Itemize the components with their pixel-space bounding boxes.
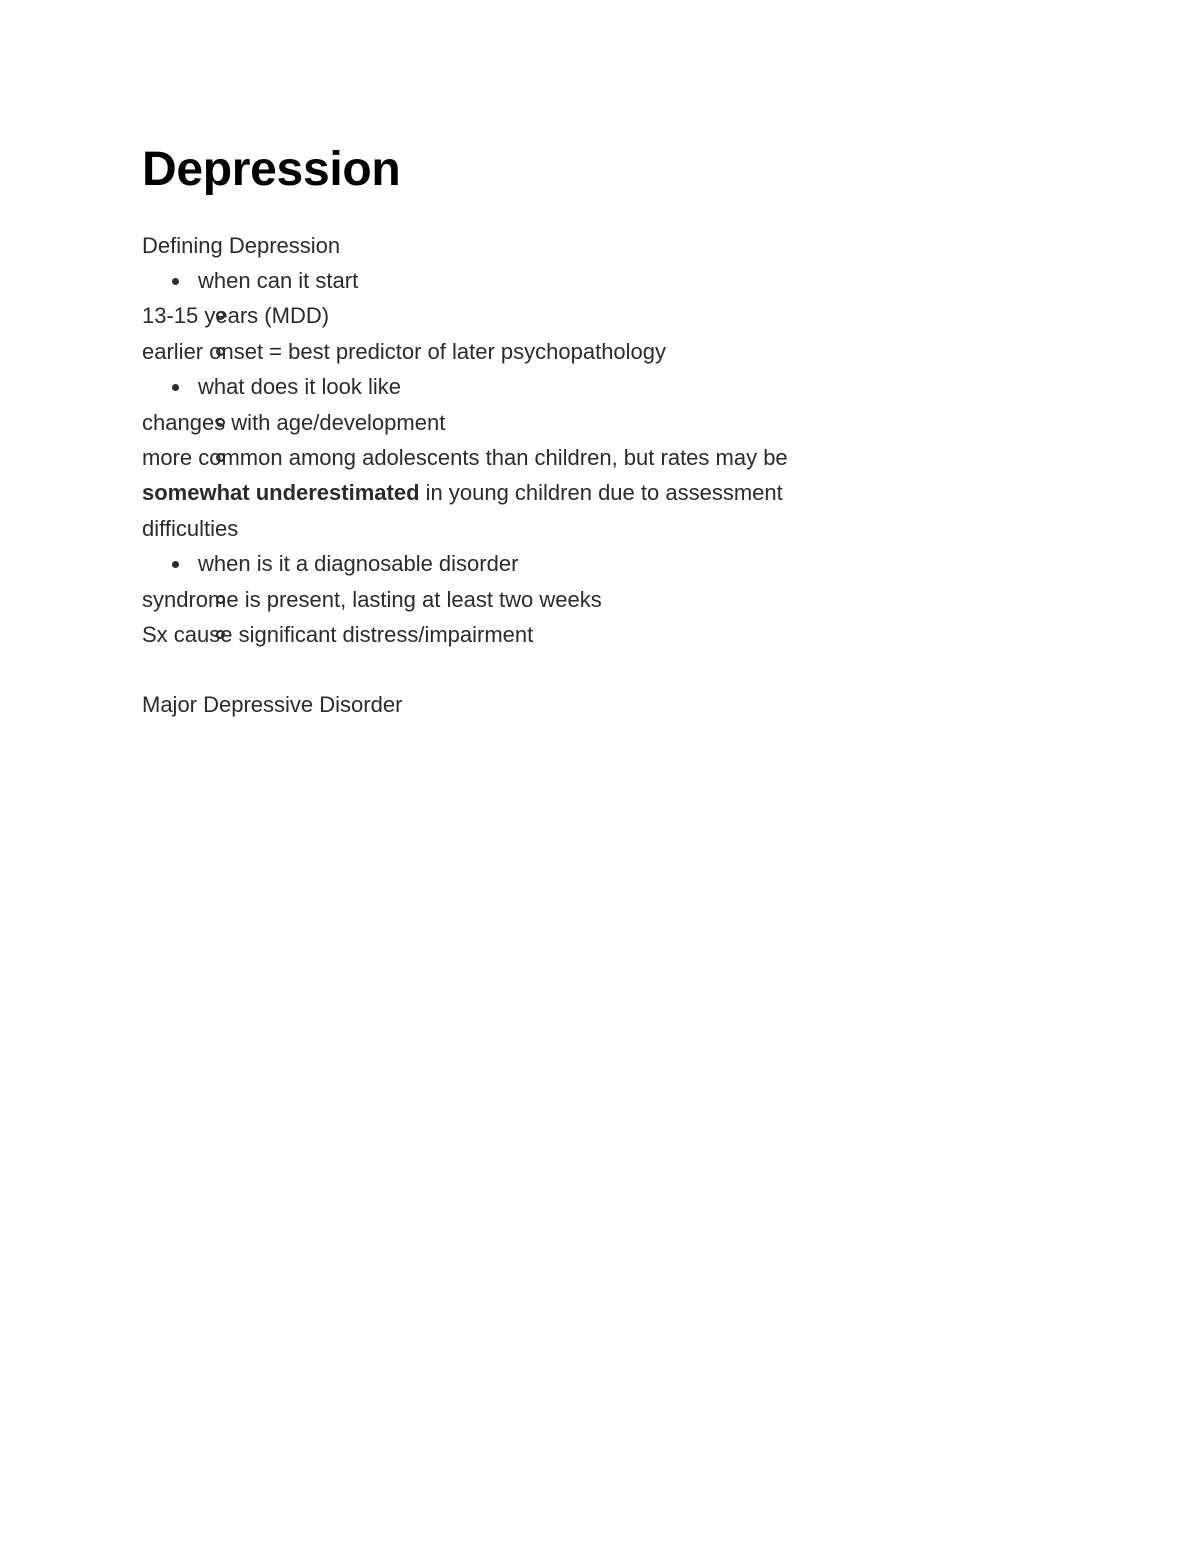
- bullet-icon: [172, 561, 179, 568]
- sub-list-item: [142, 334, 862, 369]
- list-item-text: when can it start: [198, 268, 359, 293]
- sub-list-item-text: earlier onset = best predictor of later psychopathology: [142, 338, 667, 364]
- list-item-row: [142, 546, 982, 581]
- sub-list-item: [142, 298, 862, 333]
- list-item: [142, 263, 982, 369]
- list-item: [142, 546, 982, 652]
- sub-list-item-text: Sx cause significant distress/impairment: [142, 622, 534, 648]
- sub-list-item-text: changes with age/development: [142, 409, 446, 435]
- sub-list-item: [142, 405, 862, 440]
- list-item-text: what does it look like: [198, 374, 401, 400]
- sub-list-item-text-before: more common among adolescents than children, but rates may be: [142, 445, 788, 471]
- sub-list-item: [142, 440, 862, 546]
- list-item-text: when is it a diagnosable disorder: [198, 551, 519, 577]
- bold-emphasis-text: somewhat underestimated: [142, 480, 420, 506]
- list-item-row: [142, 369, 982, 404]
- sub-list-item-text: syndrome is present, lasting at least two weeks: [142, 586, 602, 612]
- hollow-bullet-icon: [216, 453, 225, 462]
- bullet-icon: [172, 384, 179, 391]
- bullet-icon: [172, 278, 179, 285]
- sub-bullet-list: [142, 405, 982, 547]
- sub-bullet-list: [142, 298, 982, 369]
- page-title: Depression: [142, 143, 401, 196]
- sub-bullet-list: [142, 582, 982, 653]
- sub-list-item-text-after: in young children due to assessment difficulties: [142, 480, 783, 541]
- hollow-bullet-icon: [216, 630, 225, 639]
- sub-list-item: [142, 617, 862, 652]
- section-heading-major-depressive-disorder: Major Depressive Disorder: [142, 692, 403, 717]
- sub-list-item: [142, 582, 862, 617]
- bullet-list: [142, 263, 982, 652]
- hollow-bullet-icon: [216, 347, 225, 356]
- hollow-bullet-icon: [216, 418, 225, 427]
- hollow-bullet-icon: [216, 595, 225, 604]
- list-item-row: [142, 263, 982, 298]
- section-heading-defining-depression: Defining Depression: [142, 233, 341, 258]
- list-item: [142, 369, 982, 546]
- sub-list-item-text: 13-15 years (MDD): [142, 303, 330, 329]
